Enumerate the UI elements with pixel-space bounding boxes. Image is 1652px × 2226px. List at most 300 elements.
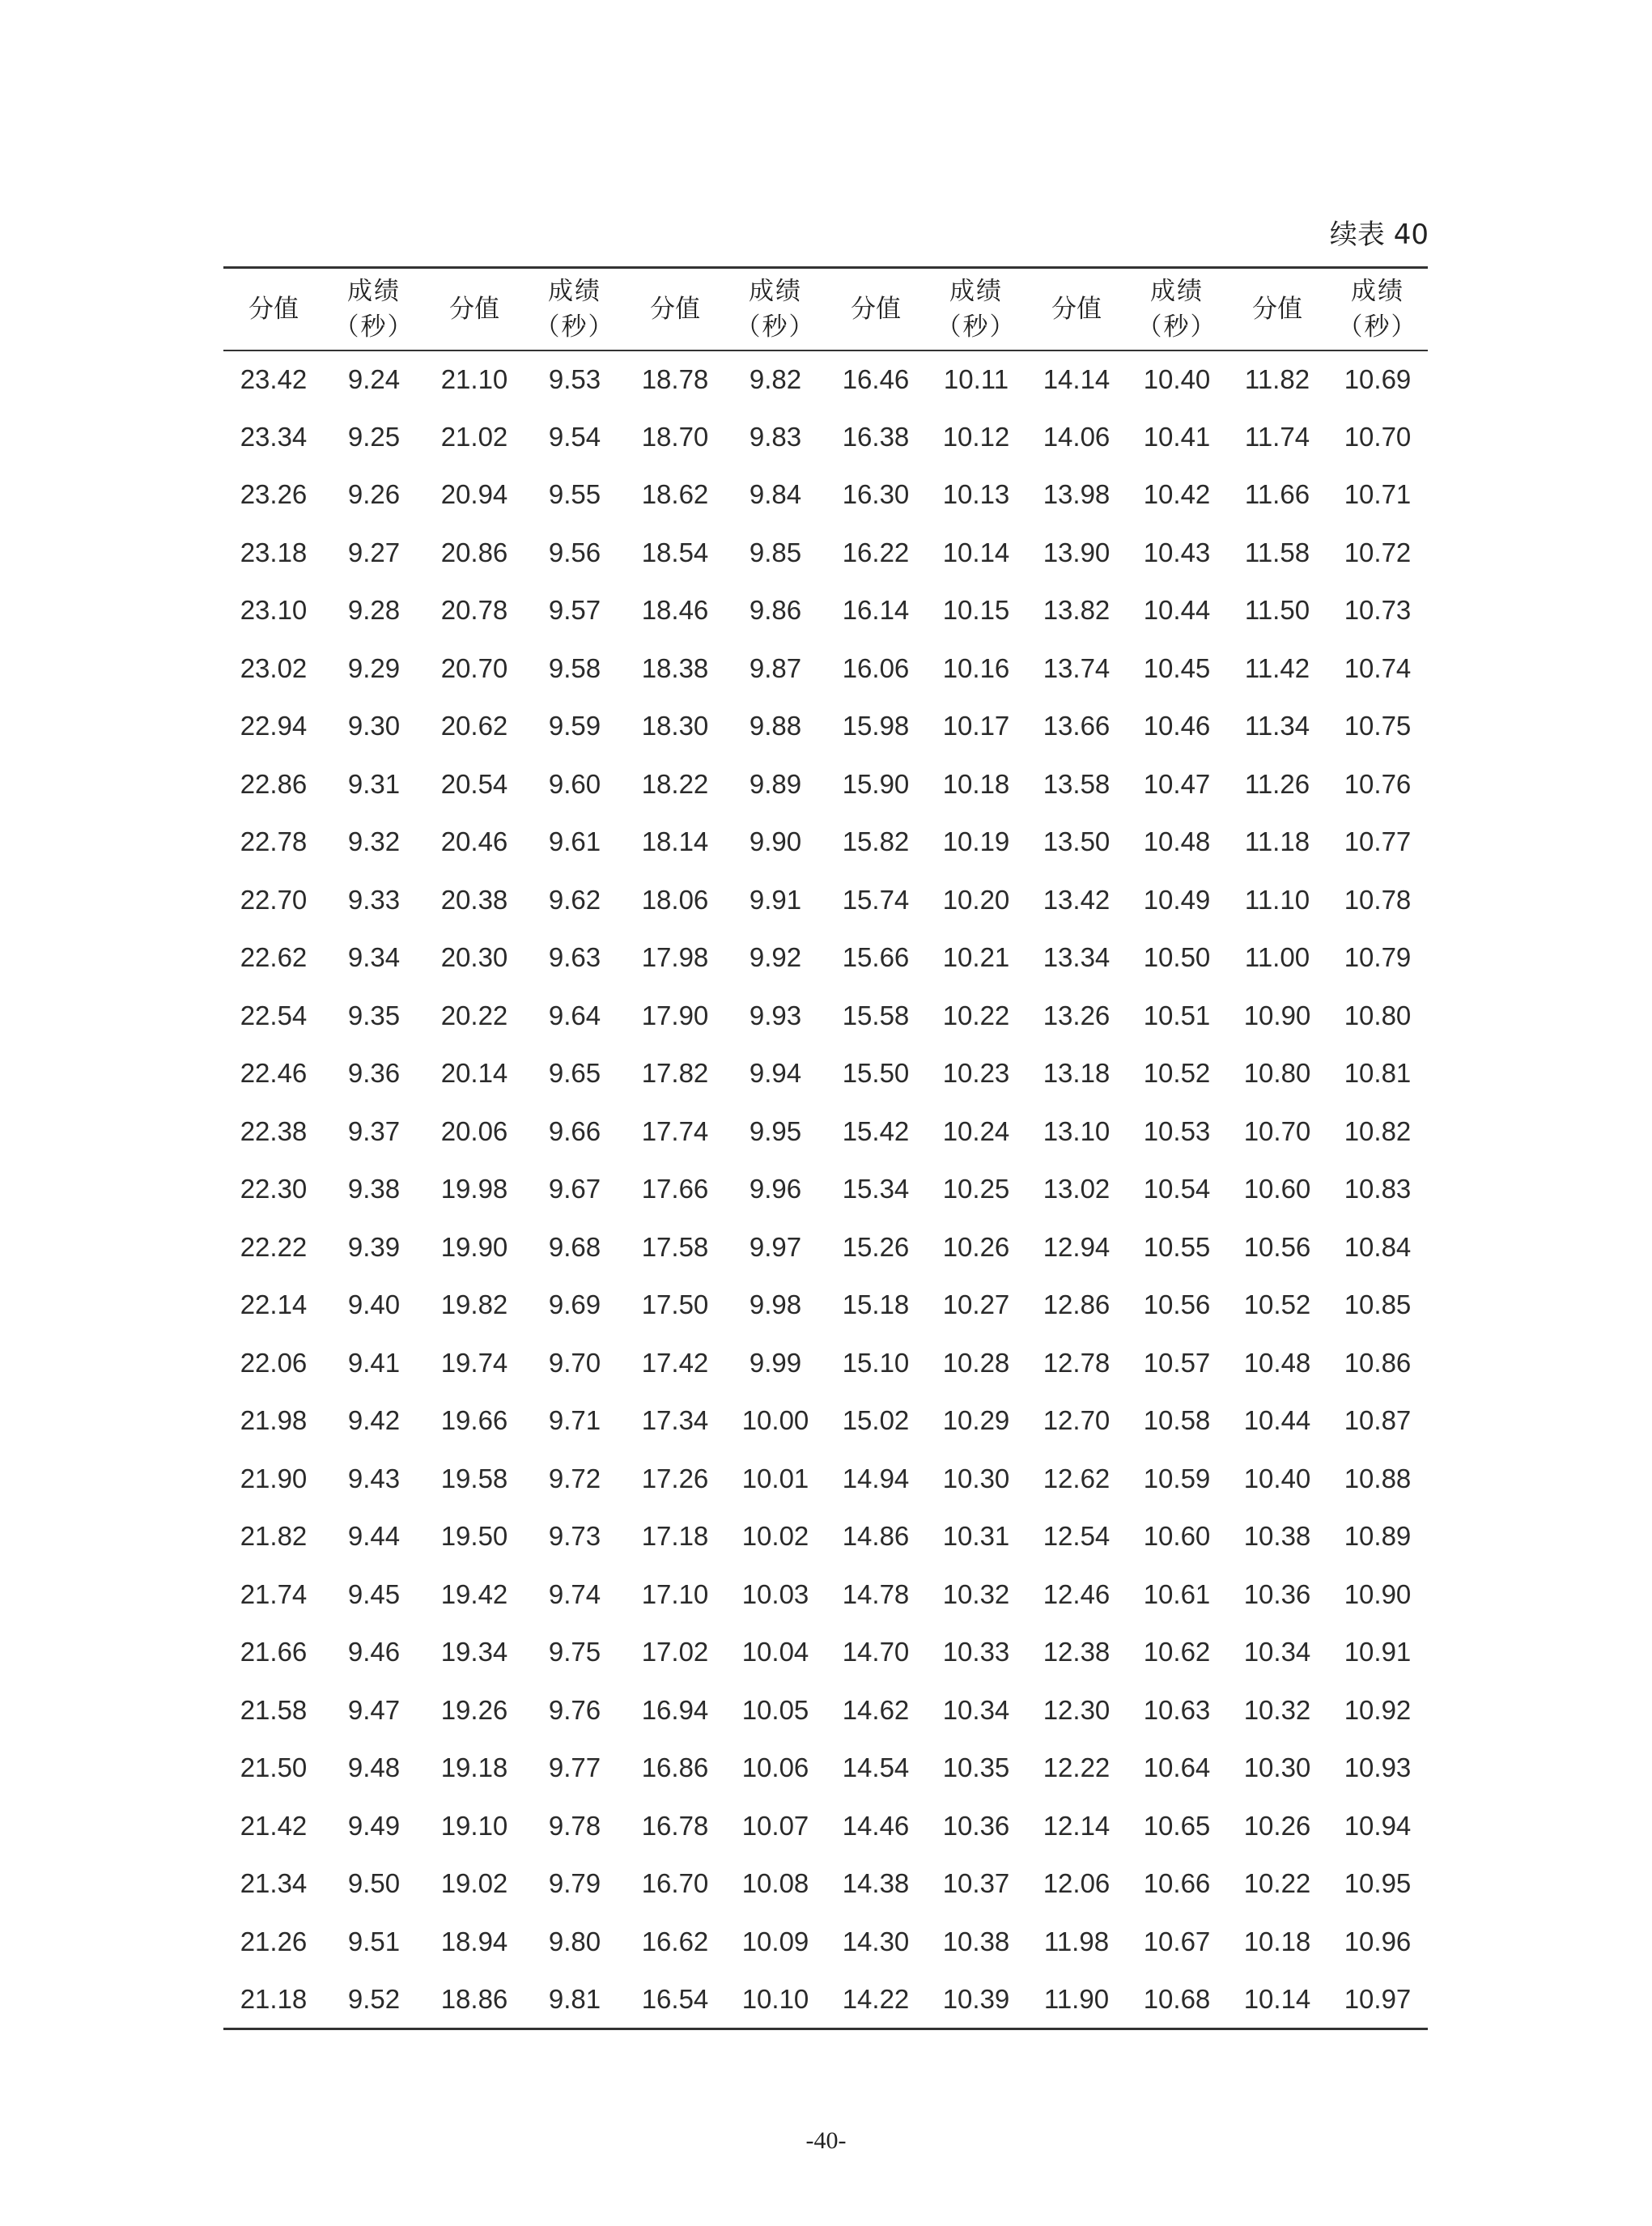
result-cell: 10.89 <box>1344 1521 1412 1552</box>
score-cell: 19.18 <box>440 1752 508 1783</box>
result-cell: 9.58 <box>548 652 601 683</box>
header-result-label: 成绩 <box>548 276 601 306</box>
result-cell: 9.26 <box>347 479 401 510</box>
table-row <box>223 408 1428 466</box>
result-cell: 10.33 <box>942 1637 1010 1667</box>
result-cell: 10.09 <box>741 1926 809 1956</box>
header-result-unit: （秒） <box>1136 312 1217 342</box>
score-cell: 17.18 <box>641 1521 709 1552</box>
score-cell: 18.06 <box>641 884 709 915</box>
score-cell: 11.10 <box>1244 884 1310 915</box>
score-cell: 12.46 <box>1043 1578 1111 1609</box>
score-cell: 13.66 <box>1043 711 1111 741</box>
score-cell: 16.70 <box>641 1868 709 1899</box>
score-cell: 21.10 <box>440 363 508 394</box>
score-cell: 17.66 <box>641 1174 709 1204</box>
result-cell: 9.41 <box>347 1347 401 1378</box>
table-row <box>223 1565 1428 1624</box>
header-result-unit: （秒） <box>936 312 1017 342</box>
result-cell: 10.69 <box>1344 363 1412 394</box>
result-cell: 10.03 <box>741 1578 809 1609</box>
score-cell: 17.50 <box>641 1289 709 1320</box>
score-cell: 21.50 <box>240 1752 308 1783</box>
result-cell: 10.16 <box>942 652 1010 683</box>
score-cell: 11.74 <box>1244 421 1310 452</box>
table-row <box>223 1045 1428 1103</box>
result-cell: 10.70 <box>1344 421 1412 452</box>
result-cell: 10.26 <box>942 1231 1010 1262</box>
score-cell: 17.02 <box>641 1637 709 1667</box>
result-cell: 9.29 <box>347 652 401 683</box>
result-cell: 9.61 <box>548 826 601 857</box>
result-cell: 10.11 <box>943 363 1009 394</box>
result-cell: 10.10 <box>725 1971 826 2029</box>
header-result-label: 成绩 <box>347 276 401 306</box>
result-cell: 9.82 <box>749 363 802 394</box>
table-row <box>223 987 1428 1045</box>
result-cell: 10.84 <box>1344 1231 1412 1262</box>
result-cell: 9.35 <box>347 1000 401 1030</box>
score-cell: 10.26 <box>1243 1810 1311 1841</box>
score-cell: 13.02 <box>1043 1174 1111 1204</box>
score-cell: 11.50 <box>1244 595 1310 626</box>
score-cell: 20.86 <box>440 537 508 567</box>
table-body <box>223 350 1428 2029</box>
result-cell: 10.08 <box>741 1868 809 1899</box>
table-row <box>223 1334 1428 1392</box>
result-cell: 9.89 <box>749 768 802 799</box>
score-cell: 12.62 <box>1043 1463 1111 1493</box>
score-cell: 22.62 <box>240 942 308 973</box>
score-cell: 21.66 <box>240 1637 308 1667</box>
header-score: 分值 <box>1026 268 1127 350</box>
result-cell: 9.77 <box>548 1752 601 1783</box>
header-result <box>1127 268 1227 350</box>
result-cell: 10.12 <box>942 421 1010 452</box>
result-cell: 10.27 <box>942 1289 1010 1320</box>
score-cell: 20.30 <box>440 942 508 973</box>
score-cell: 18.46 <box>641 595 709 626</box>
result-cell: 10.38 <box>942 1926 1010 1956</box>
result-cell: 9.63 <box>548 942 601 973</box>
result-cell: 9.38 <box>347 1174 401 1204</box>
result-cell: 10.20 <box>942 884 1010 915</box>
result-cell: 9.34 <box>347 942 401 973</box>
score-cell: 23.02 <box>240 652 308 683</box>
table-row <box>223 1508 1428 1566</box>
score-cell: 12.94 <box>1043 1231 1111 1262</box>
header-result <box>524 268 625 350</box>
score-cell: 14.70 <box>842 1637 910 1667</box>
score-cell: 10.18 <box>1243 1926 1311 1956</box>
result-cell: 9.95 <box>749 1115 802 1146</box>
result-cell: 10.34 <box>942 1694 1010 1725</box>
score-cell: 19.98 <box>440 1174 508 1204</box>
score-cell: 12.22 <box>1043 1752 1111 1783</box>
result-cell: 10.79 <box>1344 942 1412 973</box>
result-cell: 10.15 <box>942 595 1010 626</box>
score-cell: 15.10 <box>842 1347 910 1378</box>
result-cell: 10.02 <box>741 1521 809 1552</box>
result-cell: 10.01 <box>741 1463 809 1493</box>
table-row <box>223 466 1428 525</box>
result-cell: 10.36 <box>942 1810 1010 1841</box>
result-cell: 9.30 <box>347 711 401 741</box>
result-cell: 9.91 <box>749 884 802 915</box>
score-cell: 19.90 <box>440 1231 508 1262</box>
result-cell: 10.74 <box>1344 652 1412 683</box>
table-header-row <box>223 268 1428 350</box>
score-cell: 10.14 <box>1227 1971 1327 2029</box>
score-cell: 11.42 <box>1244 652 1310 683</box>
result-cell: 9.87 <box>749 652 802 683</box>
result-cell: 9.93 <box>749 1000 802 1030</box>
result-cell: 9.25 <box>347 421 401 452</box>
score-cell: 23.18 <box>240 537 308 567</box>
score-cell: 13.26 <box>1043 1000 1111 1030</box>
score-cell: 10.44 <box>1243 1405 1311 1436</box>
score-cell: 10.32 <box>1243 1694 1311 1725</box>
result-cell: 10.96 <box>1344 1926 1412 1956</box>
result-cell: 9.45 <box>347 1578 401 1609</box>
result-cell: 10.92 <box>1344 1694 1412 1725</box>
result-cell: 9.51 <box>347 1926 401 1956</box>
result-cell: 9.84 <box>749 479 802 510</box>
result-cell: 10.24 <box>942 1115 1010 1146</box>
score-cell: 11.34 <box>1244 711 1310 741</box>
result-cell: 9.79 <box>548 1868 601 1899</box>
result-cell: 10.75 <box>1344 711 1412 741</box>
result-cell: 10.19 <box>942 826 1010 857</box>
result-cell: 9.70 <box>548 1347 601 1378</box>
score-cell: 22.70 <box>240 884 308 915</box>
result-cell: 10.68 <box>1127 1971 1227 2029</box>
result-cell: 10.77 <box>1344 826 1412 857</box>
result-cell: 9.86 <box>749 595 802 626</box>
score-cell: 10.38 <box>1243 1521 1311 1552</box>
score-cell: 17.90 <box>641 1000 709 1030</box>
score-cell: 22.94 <box>240 711 308 741</box>
score-cell: 21.02 <box>440 421 508 452</box>
result-cell: 9.81 <box>524 1971 625 2029</box>
result-cell: 9.32 <box>347 826 401 857</box>
table-row <box>223 871 1428 929</box>
result-cell: 10.06 <box>741 1752 809 1783</box>
score-cell: 13.98 <box>1043 479 1111 510</box>
score-cell: 22.78 <box>240 826 308 857</box>
score-cell: 17.58 <box>641 1231 709 1262</box>
score-cell: 15.02 <box>842 1405 910 1436</box>
score-cell: 16.78 <box>641 1810 709 1841</box>
table-row <box>223 1740 1428 1798</box>
score-cell: 11.66 <box>1244 479 1310 510</box>
score-cell: 14.62 <box>842 1694 910 1725</box>
score-cell: 10.48 <box>1243 1347 1311 1378</box>
result-cell: 9.37 <box>347 1115 401 1146</box>
table-row <box>223 1161 1428 1219</box>
result-cell: 9.24 <box>347 363 401 394</box>
score-cell: 16.62 <box>641 1926 709 1956</box>
table-row <box>223 1913 1428 1971</box>
score-cell: 17.34 <box>641 1405 709 1436</box>
score-cell: 13.50 <box>1043 826 1111 857</box>
result-cell: 9.88 <box>749 711 802 741</box>
score-cell: 14.06 <box>1043 421 1111 452</box>
result-cell: 10.14 <box>942 537 1010 567</box>
score-cell: 22.30 <box>240 1174 308 1204</box>
result-cell: 10.56 <box>1143 1289 1211 1320</box>
score-cell: 15.66 <box>842 942 910 973</box>
result-cell: 10.18 <box>942 768 1010 799</box>
header-score: 分值 <box>1227 268 1327 350</box>
score-cell: 13.82 <box>1043 595 1111 626</box>
score-cell: 10.60 <box>1243 1174 1311 1204</box>
result-cell: 10.35 <box>942 1752 1010 1783</box>
result-cell: 9.83 <box>749 421 802 452</box>
result-cell: 9.39 <box>347 1231 401 1262</box>
score-cell: 15.26 <box>842 1231 910 1262</box>
score-cell: 16.06 <box>842 652 910 683</box>
result-cell: 9.46 <box>347 1637 401 1667</box>
score-cell: 14.22 <box>826 1971 926 2029</box>
result-cell: 10.66 <box>1143 1868 1211 1899</box>
table-row <box>223 524 1428 582</box>
score-cell: 17.10 <box>641 1578 709 1609</box>
score-cell: 20.46 <box>440 826 508 857</box>
result-cell: 9.72 <box>548 1463 601 1493</box>
result-cell: 9.44 <box>347 1521 401 1552</box>
result-cell: 10.49 <box>1143 884 1211 915</box>
result-cell: 9.42 <box>347 1405 401 1436</box>
score-cell: 20.78 <box>440 595 508 626</box>
score-cell: 20.62 <box>440 711 508 741</box>
result-cell: 10.48 <box>1143 826 1211 857</box>
header-score: 分值 <box>424 268 524 350</box>
table-title: 续表 40 <box>1329 219 1429 251</box>
score-cell: 22.46 <box>240 1058 308 1089</box>
result-cell: 10.29 <box>942 1405 1010 1436</box>
result-cell: 10.04 <box>741 1637 809 1667</box>
score-table <box>223 266 1428 2030</box>
score-cell: 14.38 <box>842 1868 910 1899</box>
score-cell: 21.58 <box>240 1694 308 1725</box>
score-cell: 17.42 <box>641 1347 709 1378</box>
score-cell: 14.86 <box>842 1521 910 1552</box>
score-cell: 18.70 <box>641 421 709 452</box>
score-cell: 14.78 <box>842 1578 910 1609</box>
score-cell: 21.34 <box>240 1868 308 1899</box>
score-cell: 18.38 <box>641 652 709 683</box>
score-cell: 15.90 <box>842 768 910 799</box>
score-cell: 14.94 <box>842 1463 910 1493</box>
result-cell: 10.73 <box>1344 595 1412 626</box>
header-result <box>926 268 1026 350</box>
result-cell: 9.43 <box>347 1463 401 1493</box>
score-cell: 21.90 <box>240 1463 308 1493</box>
result-cell: 10.78 <box>1344 884 1412 915</box>
result-cell: 10.23 <box>942 1058 1010 1089</box>
result-cell: 10.59 <box>1143 1463 1211 1493</box>
score-cell: 17.26 <box>641 1463 709 1493</box>
result-cell: 10.64 <box>1143 1752 1211 1783</box>
score-cell: 19.02 <box>440 1868 508 1899</box>
result-cell: 10.21 <box>942 942 1010 973</box>
result-cell: 10.22 <box>942 1000 1010 1030</box>
score-cell: 17.98 <box>641 942 709 973</box>
result-cell: 9.60 <box>548 768 601 799</box>
score-cell: 20.22 <box>440 1000 508 1030</box>
score-cell: 21.74 <box>240 1578 308 1609</box>
table-row <box>223 1450 1428 1508</box>
score-cell: 14.46 <box>842 1810 910 1841</box>
result-cell: 10.13 <box>942 479 1010 510</box>
score-cell: 18.94 <box>440 1926 508 1956</box>
header-result-label: 成绩 <box>1150 276 1204 306</box>
result-cell: 10.65 <box>1143 1810 1211 1841</box>
page-number: -40- <box>805 2127 847 2154</box>
score-cell: 20.06 <box>440 1115 508 1146</box>
result-cell: 10.17 <box>942 711 1010 741</box>
result-cell: 9.67 <box>548 1174 601 1204</box>
result-cell: 10.32 <box>942 1578 1010 1609</box>
result-cell: 9.57 <box>548 595 601 626</box>
score-cell: 10.80 <box>1243 1058 1311 1089</box>
score-cell: 15.58 <box>842 1000 910 1030</box>
result-cell: 9.48 <box>347 1752 401 1783</box>
score-cell: 19.74 <box>440 1347 508 1378</box>
score-cell: 15.18 <box>842 1289 910 1320</box>
result-cell: 10.40 <box>1143 363 1211 394</box>
score-cell: 16.38 <box>842 421 910 452</box>
result-cell: 9.71 <box>548 1405 601 1436</box>
score-cell: 21.18 <box>223 1971 324 2029</box>
result-cell: 10.58 <box>1143 1405 1211 1436</box>
table-row <box>223 1102 1428 1161</box>
score-cell: 15.74 <box>842 884 910 915</box>
table-row <box>223 1218 1428 1277</box>
header-score: 分值 <box>625 268 725 350</box>
header-result <box>1327 268 1428 350</box>
table-row <box>223 698 1428 756</box>
result-cell: 9.66 <box>548 1115 601 1146</box>
score-cell: 20.14 <box>440 1058 508 1089</box>
header-score: 分值 <box>223 268 324 350</box>
result-cell: 10.55 <box>1143 1231 1211 1262</box>
score-cell: 15.50 <box>842 1058 910 1089</box>
header-result-label: 成绩 <box>949 276 1003 306</box>
score-cell: 12.78 <box>1043 1347 1111 1378</box>
result-cell: 9.80 <box>548 1926 601 1956</box>
result-cell: 9.64 <box>548 1000 601 1030</box>
score-cell: 11.58 <box>1244 537 1310 567</box>
score-cell: 22.14 <box>240 1289 308 1320</box>
result-cell: 10.94 <box>1344 1810 1412 1841</box>
score-cell: 13.10 <box>1043 1115 1111 1146</box>
result-cell: 10.72 <box>1344 537 1412 567</box>
result-cell: 10.41 <box>1143 421 1211 452</box>
result-cell: 9.31 <box>347 768 401 799</box>
score-cell: 16.14 <box>842 595 910 626</box>
score-cell: 13.58 <box>1043 768 1111 799</box>
score-cell: 15.42 <box>842 1115 910 1146</box>
result-cell: 10.85 <box>1344 1289 1412 1320</box>
result-cell: 10.81 <box>1344 1058 1412 1089</box>
result-cell: 10.90 <box>1344 1578 1412 1609</box>
score-cell: 21.26 <box>240 1926 308 1956</box>
score-cell: 18.22 <box>641 768 709 799</box>
score-cell: 22.22 <box>240 1231 308 1262</box>
result-cell: 10.54 <box>1143 1174 1211 1204</box>
score-cell: 16.22 <box>842 537 910 567</box>
result-cell: 10.82 <box>1344 1115 1412 1146</box>
result-cell: 9.76 <box>548 1694 601 1725</box>
table-row <box>223 755 1428 814</box>
result-cell: 9.73 <box>548 1521 601 1552</box>
result-cell: 9.90 <box>749 826 802 857</box>
result-cell: 9.62 <box>548 884 601 915</box>
score-cell: 20.38 <box>440 884 508 915</box>
score-cell: 18.54 <box>641 537 709 567</box>
table-row <box>223 582 1428 640</box>
score-cell: 23.26 <box>240 479 308 510</box>
result-cell: 9.49 <box>347 1810 401 1841</box>
result-cell: 9.96 <box>749 1174 802 1204</box>
score-cell: 16.94 <box>641 1694 709 1725</box>
header-result <box>725 268 826 350</box>
score-cell: 19.42 <box>440 1578 508 1609</box>
result-cell: 9.28 <box>347 595 401 626</box>
result-cell: 10.62 <box>1143 1637 1211 1667</box>
score-cell: 20.54 <box>440 768 508 799</box>
result-cell: 10.76 <box>1344 768 1412 799</box>
result-cell: 10.53 <box>1143 1115 1211 1146</box>
result-cell: 10.60 <box>1143 1521 1211 1552</box>
result-cell: 9.47 <box>347 1694 401 1725</box>
score-cell: 12.86 <box>1043 1289 1111 1320</box>
result-cell: 10.87 <box>1344 1405 1412 1436</box>
score-cell: 13.90 <box>1043 537 1111 567</box>
score-cell: 18.86 <box>424 1971 524 2029</box>
header-result-unit: （秒） <box>534 312 615 342</box>
score-cell: 21.82 <box>240 1521 308 1552</box>
score-cell: 19.82 <box>440 1289 508 1320</box>
score-cell: 10.70 <box>1243 1115 1311 1146</box>
result-cell: 10.61 <box>1143 1578 1211 1609</box>
result-cell: 10.25 <box>942 1174 1010 1204</box>
result-cell: 10.71 <box>1344 479 1412 510</box>
result-cell: 9.75 <box>548 1637 601 1667</box>
result-cell: 9.98 <box>749 1289 802 1320</box>
score-cell: 19.66 <box>440 1405 508 1436</box>
result-cell: 9.55 <box>548 479 601 510</box>
score-cell: 12.06 <box>1043 1868 1111 1899</box>
table-row <box>223 1797 1428 1855</box>
header-score: 分值 <box>826 268 926 350</box>
score-cell: 16.86 <box>641 1752 709 1783</box>
result-cell: 10.97 <box>1327 1971 1428 2029</box>
header-result-unit: （秒） <box>333 312 414 342</box>
result-cell: 9.94 <box>749 1058 802 1089</box>
result-cell: 10.93 <box>1344 1752 1412 1783</box>
score-cell: 10.52 <box>1243 1289 1311 1320</box>
result-cell: 10.83 <box>1344 1174 1412 1204</box>
table-row <box>223 1392 1428 1451</box>
result-cell: 9.74 <box>548 1578 601 1609</box>
score-cell: 21.98 <box>240 1405 308 1436</box>
result-cell: 9.40 <box>347 1289 401 1320</box>
table-row <box>223 350 1428 409</box>
result-cell: 10.46 <box>1143 711 1211 741</box>
